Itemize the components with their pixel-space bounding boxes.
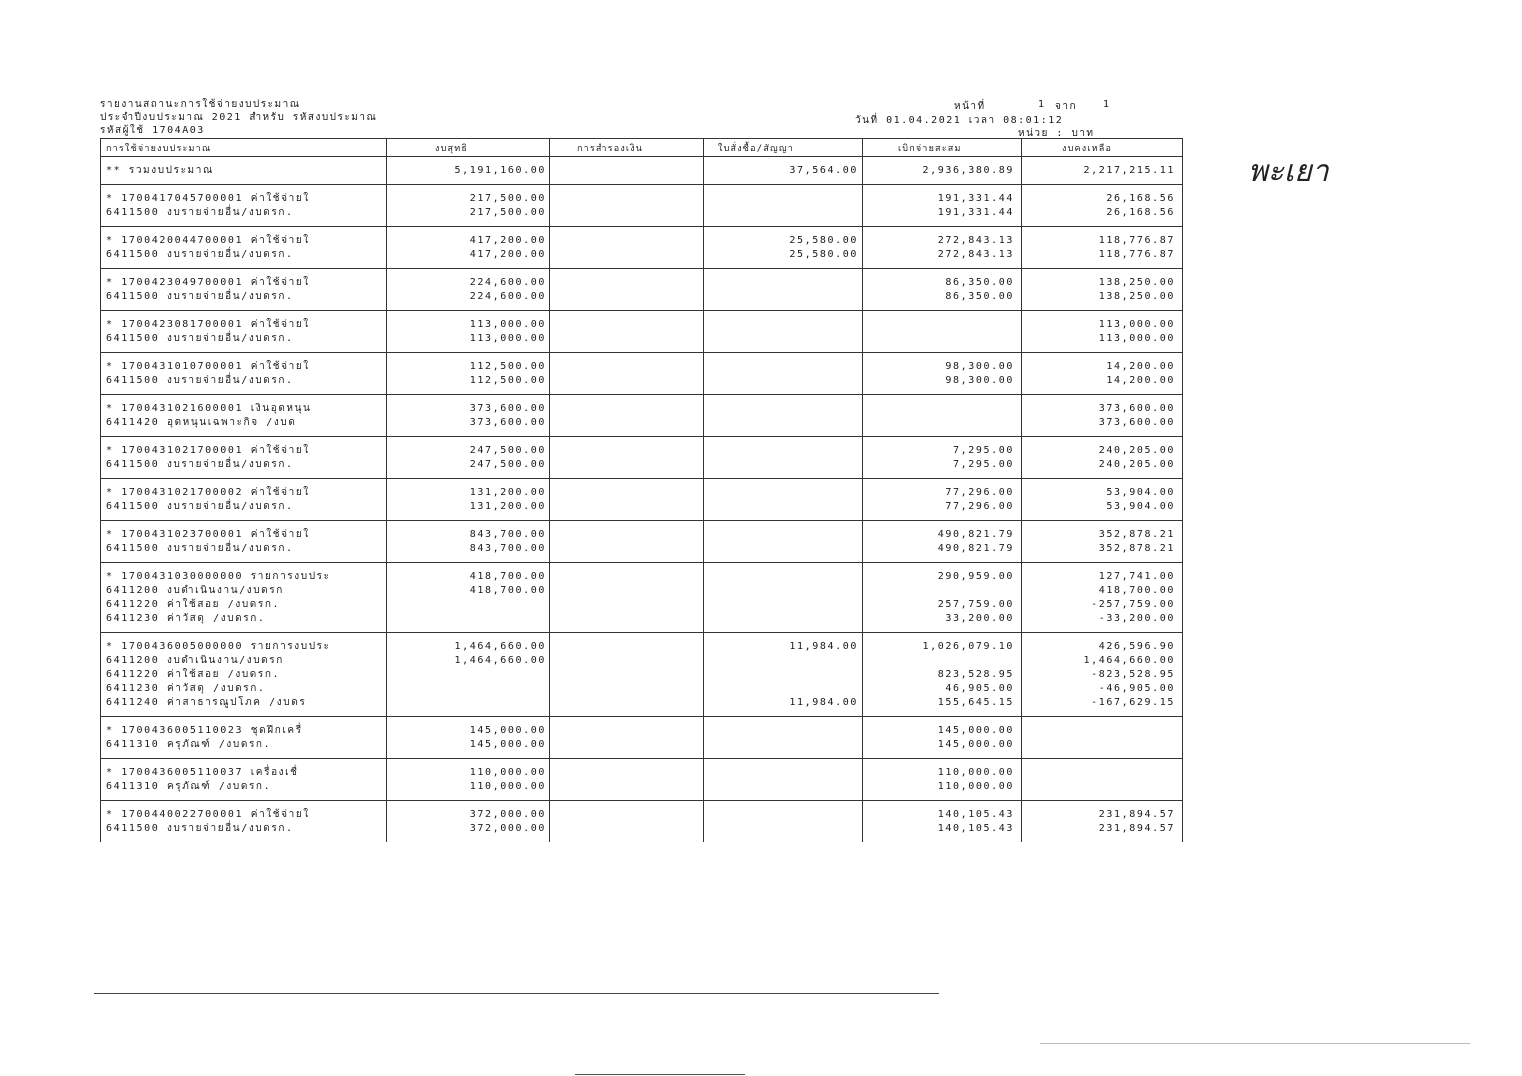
budget-sub-line-label: 6411240 ค่าสาธารณูปโภค /งบดร	[106, 697, 307, 708]
budget-disbursed-value: 86,350.00	[945, 291, 1014, 302]
budget-disbursed-value: 290,959.00	[937, 571, 1014, 582]
budget-sub-line-label: 6411500 งบรายจ่ายอื่น/งบดรก.	[106, 543, 294, 554]
budget-sub-line-label: 6411200 งบดำเนินงาน/งบดรก	[106, 655, 284, 666]
user-id-line: รหัสผู้ใช้ 1704A03	[100, 125, 205, 136]
row-divider	[100, 562, 1182, 563]
budget-remaining-value: 418,700.00	[1098, 585, 1175, 596]
budget-disbursed-value: 46,905.00	[945, 683, 1014, 694]
budget-sub-line-label: 6411500 งบรายจ่ายอื่น/งบดรก.	[106, 333, 294, 344]
budget-remaining-value: -167,629.15	[1091, 697, 1175, 708]
budget-sub-line-label: 6411500 งบรายจ่ายอื่น/งบดรก.	[106, 207, 294, 218]
row-divider	[100, 520, 1182, 521]
budget-remaining-value: 138,250.00	[1098, 291, 1175, 302]
budget-remaining-value: 373,600.00	[1098, 403, 1175, 414]
column-divider	[703, 138, 704, 842]
row-divider	[100, 352, 1182, 353]
row-divider	[100, 478, 1182, 479]
budget-net-value: 217,500.00	[469, 193, 546, 204]
budget-po-value: 25,580.00	[789, 235, 858, 246]
scan-artifact-line	[1040, 1043, 1470, 1044]
budget-net-value: 1,464,660.00	[454, 641, 546, 652]
row-divider	[100, 800, 1182, 801]
page-total: 1	[1103, 99, 1111, 110]
budget-disbursed-value: 77,296.00	[945, 487, 1014, 498]
budget-line-label: * 1700431021700001 ค่าใช้จ่ายใ	[106, 445, 310, 456]
budget-net-value: 843,700.00	[469, 529, 546, 540]
budget-line-label: * 1700431021600001 เงินอุดหนุน	[106, 403, 312, 414]
budget-po-value: 11,984.00	[789, 697, 858, 708]
row-divider	[100, 184, 1182, 185]
budget-line-label: * 1700423081700001 ค่าใช้จ่ายใ	[106, 319, 310, 330]
budget-line-label: * 1700420044700001 ค่าใช้จ่ายใ	[106, 235, 310, 246]
budget-remaining-value: 240,205.00	[1098, 459, 1175, 470]
scan-artifact-line	[575, 1074, 745, 1075]
row-divider	[100, 156, 1182, 157]
total-disbursed-value: 2,936,380.89	[922, 165, 1014, 176]
column-divider	[1021, 138, 1022, 842]
row-divider	[100, 436, 1182, 437]
budget-remaining-value: 53,904.00	[1106, 501, 1175, 512]
budget-remaining-value: 53,904.00	[1106, 487, 1175, 498]
budget-net-value: 113,000.00	[469, 333, 546, 344]
budget-remaining-value: 14,200.00	[1106, 375, 1175, 386]
budget-po-value: 25,580.00	[789, 249, 858, 260]
column-header-net-budget: งบสุทธิ	[435, 144, 469, 154]
column-header-reserve: การสำรองเงิน	[577, 144, 644, 154]
budget-net-value: 418,700.00	[469, 585, 546, 596]
budget-disbursed-value: 490,821.79	[937, 543, 1014, 554]
budget-net-value: 131,200.00	[469, 501, 546, 512]
page-label: หน้าที่	[954, 101, 986, 112]
budget-line-label: * 1700436005110037 เครื่องเชื่	[106, 767, 299, 778]
budget-remaining-value: 240,205.00	[1098, 445, 1175, 456]
budget-net-value: 417,200.00	[469, 235, 546, 246]
budget-remaining-value: 118,776.87	[1098, 249, 1175, 260]
budget-remaining-value: -257,759.00	[1091, 599, 1175, 610]
budget-sub-line-label: 6411500 งบรายจ่ายอื่น/งบดรก.	[106, 501, 294, 512]
budget-sub-line-label: 6411220 ค่าใช้สอย /งบดรก.	[106, 599, 281, 610]
budget-line-label: * 1700431010700001 ค่าใช้จ่ายใ	[106, 361, 310, 372]
budget-net-value: 145,000.00	[469, 725, 546, 736]
budget-disbursed-value: 77,296.00	[945, 501, 1014, 512]
budget-disbursed-value: 1,026,079.10	[922, 641, 1014, 652]
column-divider	[386, 138, 387, 842]
budget-disbursed-value: 140,105.43	[937, 809, 1014, 820]
budget-net-value: 113,000.00	[469, 319, 546, 330]
budget-net-value: 217,500.00	[469, 207, 546, 218]
budget-net-value: 373,600.00	[469, 403, 546, 414]
budget-remaining-value: 231,894.57	[1098, 809, 1175, 820]
column-divider	[1182, 138, 1183, 842]
budget-disbursed-value: 191,331.44	[937, 207, 1014, 218]
budget-disbursed-value: 110,000.00	[937, 781, 1014, 792]
budget-disbursed-value: 272,843.13	[937, 235, 1014, 246]
budget-disbursed-value: 33,200.00	[945, 613, 1014, 624]
fiscal-year-line: ประจำปีงบประมาณ 2021 สำหรับ รหัสงบประมาณ	[100, 112, 378, 123]
budget-sub-line-label: 6411420 อุดหนุนเฉพาะกิจ /งบด	[106, 417, 297, 428]
budget-disbursed-value: 98,300.00	[945, 375, 1014, 386]
budget-line-label: * 1700436005000000 รายการงบประ	[106, 641, 331, 652]
budget-net-value: 110,000.00	[469, 767, 546, 778]
budget-remaining-value: 352,878.21	[1098, 543, 1175, 554]
budget-remaining-value: 352,878.21	[1098, 529, 1175, 540]
budget-line-label: * 1700431021700002 ค่าใช้จ่ายใ	[106, 487, 310, 498]
budget-sub-line-label: 6411500 งบรายจ่ายอื่น/งบดรก.	[106, 249, 294, 260]
budget-remaining-value: 14,200.00	[1106, 361, 1175, 372]
budget-remaining-value: 1,464,660.00	[1083, 655, 1175, 666]
row-divider	[100, 716, 1182, 717]
budget-net-value: 110,000.00	[469, 781, 546, 792]
budget-disbursed-value: 823,528.95	[937, 669, 1014, 680]
budget-line-label: * 1700431030000000 รายการงบประ	[106, 571, 331, 582]
budget-disbursed-value: 110,000.00	[937, 767, 1014, 778]
of-label: จาก	[1055, 101, 1078, 112]
budget-net-value: 247,500.00	[469, 445, 546, 456]
page-number: 1	[1038, 99, 1046, 110]
total-po-value: 37,564.00	[789, 165, 858, 176]
budget-line-label: * 1700423049700001 ค่าใช้จ่ายใ	[106, 277, 310, 288]
budget-sub-line-label: 6411310 ครุภัณฑ์ /งบดรก.	[106, 781, 272, 792]
row-divider	[100, 632, 1182, 633]
budget-net-value: 112,500.00	[469, 361, 546, 372]
budget-disbursed-value: 155,645.15	[937, 697, 1014, 708]
budget-remaining-value: 26,168.56	[1106, 193, 1175, 204]
budget-remaining-value: 373,600.00	[1098, 417, 1175, 428]
budget-po-value: 11,984.00	[789, 641, 858, 652]
budget-net-value: 224,600.00	[469, 291, 546, 302]
total-net-value: 5,191,160.00	[454, 165, 546, 176]
budget-sub-line-label: 6411500 งบรายจ่ายอื่น/งบดรก.	[106, 291, 294, 302]
budget-remaining-value: 138,250.00	[1098, 277, 1175, 288]
budget-disbursed-value: 490,821.79	[937, 529, 1014, 540]
budget-disbursed-value: 86,350.00	[945, 277, 1014, 288]
budget-line-label: * 1700417045700001 ค่าใช้จ่ายใ	[106, 193, 310, 204]
handwritten-note: พะเยา	[1248, 154, 1329, 189]
column-header-description: การใช้จ่ายงบประมาณ	[106, 144, 212, 154]
budget-disbursed-value: 145,000.00	[937, 739, 1014, 750]
budget-disbursed-value: 272,843.13	[937, 249, 1014, 260]
budget-net-value: 372,000.00	[469, 823, 546, 834]
column-header-disbursed: เบิกจ่ายสะสม	[898, 144, 962, 154]
total-row-label: ** รวมงบประมาณ	[106, 165, 214, 176]
budget-remaining-value: -33,200.00	[1098, 613, 1175, 624]
row-divider	[100, 268, 1182, 269]
budget-sub-line-label: 6411500 งบรายจ่ายอื่น/งบดรก.	[106, 375, 294, 386]
total-remaining-value: 2,217,215.11	[1083, 165, 1175, 176]
budget-disbursed-value: 257,759.00	[937, 599, 1014, 610]
row-divider	[100, 394, 1182, 395]
budget-sub-line-label: 6411500 งบรายจ่ายอื่น/งบดรก.	[106, 823, 294, 834]
footer-divider	[94, 993, 939, 994]
row-divider	[100, 758, 1182, 759]
budget-remaining-value: 231,894.57	[1098, 823, 1175, 834]
budget-net-value: 372,000.00	[469, 809, 546, 820]
budget-remaining-value: 26,168.56	[1106, 207, 1175, 218]
budget-net-value: 247,500.00	[469, 459, 546, 470]
budget-net-value: 843,700.00	[469, 543, 546, 554]
budget-line-label: * 1700431023700001 ค่าใช้จ่ายใ	[106, 529, 310, 540]
budget-disbursed-value: 7,295.00	[953, 445, 1014, 456]
unit-label: หน่วย : บาท	[1018, 128, 1095, 139]
budget-remaining-value: 113,000.00	[1098, 319, 1175, 330]
row-divider	[100, 310, 1182, 311]
budget-disbursed-value: 7,295.00	[953, 459, 1014, 470]
column-divider	[549, 138, 550, 842]
report-datetime: วันที่ 01.04.2021 เวลา 08:01:12	[855, 115, 1064, 126]
budget-line-label: * 1700440022700001 ค่าใช้จ่ายใ	[106, 809, 310, 820]
budget-sub-line-label: 6411200 งบดำเนินงาน/งบดรก	[106, 585, 284, 596]
column-divider	[862, 138, 863, 842]
budget-disbursed-value: 145,000.00	[937, 725, 1014, 736]
budget-net-value: 373,600.00	[469, 417, 546, 428]
budget-remaining-value: 118,776.87	[1098, 235, 1175, 246]
budget-sub-line-label: 6411220 ค่าใช้สอย /งบดรก.	[106, 669, 281, 680]
column-header-remaining: งบคงเหลือ	[1062, 144, 1113, 154]
budget-disbursed-value: 191,331.44	[937, 193, 1014, 204]
budget-net-value: 112,500.00	[469, 375, 546, 386]
budget-disbursed-value: 140,105.43	[937, 823, 1014, 834]
budget-sub-line-label: 6411500 งบรายจ่ายอื่น/งบดรก.	[106, 459, 294, 470]
budget-sub-line-label: 6411230 ค่าวัสดุ /งบดรก.	[106, 613, 266, 624]
row-divider	[100, 226, 1182, 227]
budget-net-value: 417,200.00	[469, 249, 546, 260]
budget-remaining-value: 113,000.00	[1098, 333, 1175, 344]
budget-remaining-value: 127,741.00	[1098, 571, 1175, 582]
budget-sub-line-label: 6411230 ค่าวัสดุ /งบดรก.	[106, 683, 266, 694]
budget-net-value: 1,464,660.00	[454, 655, 546, 666]
column-header-purchase-order: ใบสั่งซื้อ/สัญญา	[718, 144, 795, 154]
budget-net-value: 131,200.00	[469, 487, 546, 498]
budget-net-value: 224,600.00	[469, 277, 546, 288]
budget-remaining-value: -823,528.95	[1091, 669, 1175, 680]
budget-remaining-value: 426,596.90	[1098, 641, 1175, 652]
budget-remaining-value: -46,905.00	[1098, 683, 1175, 694]
budget-net-value: 145,000.00	[469, 739, 546, 750]
budget-line-label: * 1700436005110023 ชุดฝึกเครื่	[106, 725, 303, 736]
report-title: รายงานสถานะการใช้จ่ายงบประมาณ	[100, 99, 301, 110]
column-divider	[100, 138, 101, 842]
budget-sub-line-label: 6411310 ครุภัณฑ์ /งบดรก.	[106, 739, 272, 750]
budget-disbursed-value: 98,300.00	[945, 361, 1014, 372]
budget-net-value: 418,700.00	[469, 571, 546, 582]
